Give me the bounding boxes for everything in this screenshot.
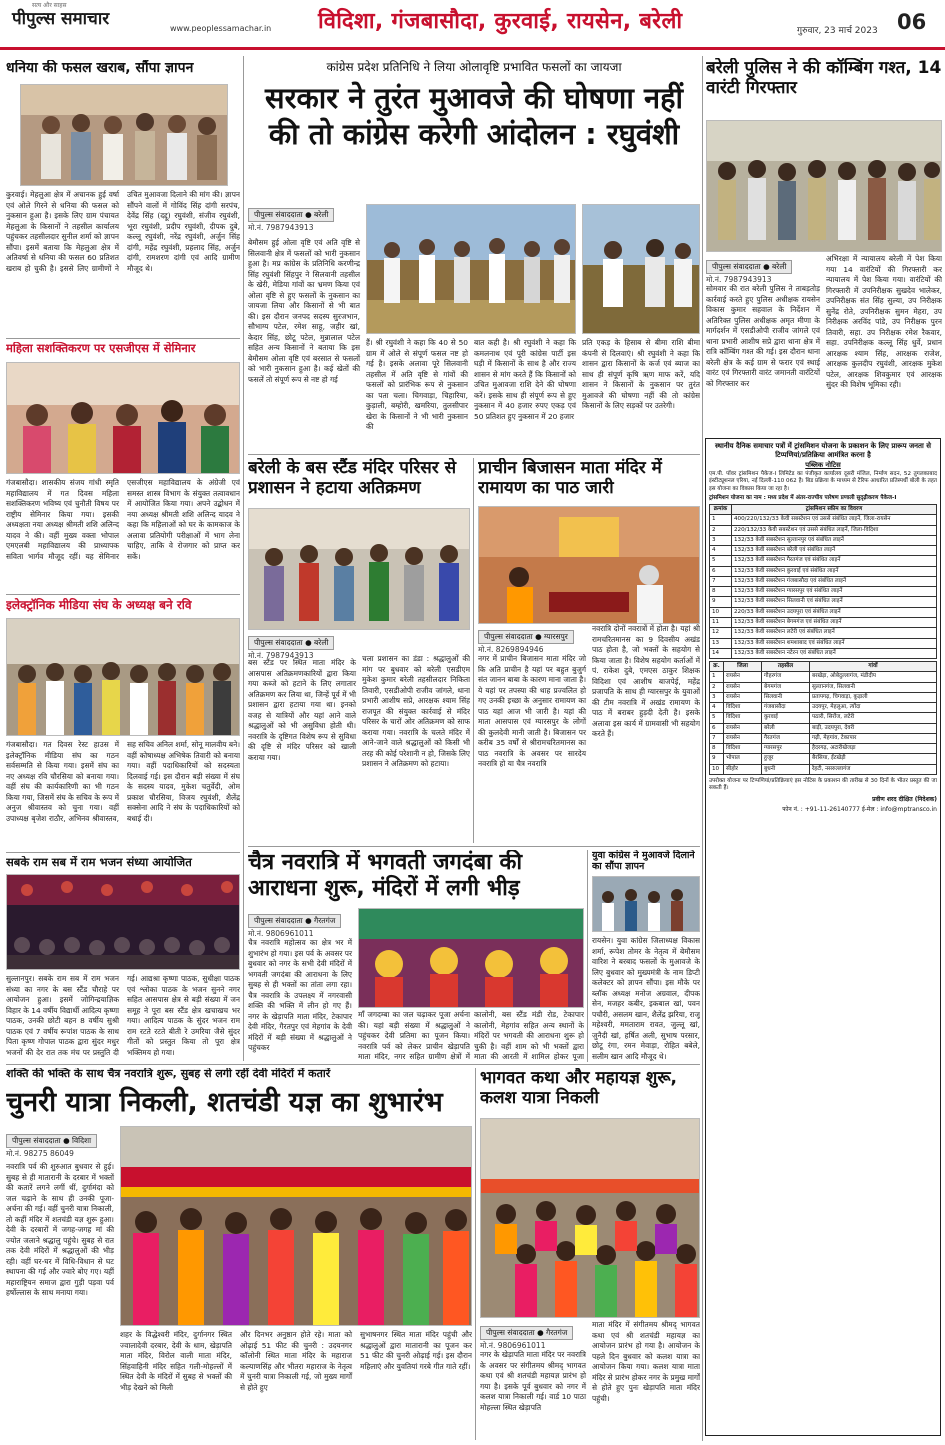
district-cell: सीहोर	[724, 764, 762, 774]
table-row	[710, 703, 937, 713]
villages-cell: बैरसिया, ईंटखेड़ी	[810, 754, 937, 764]
headline: भागवत कथा और महायज्ञ शुरू, कलश यात्रा निकली	[480, 1068, 677, 1109]
story-mahila-seminar	[6, 342, 240, 592]
notice-title: पब्लिक नोटिस	[805, 461, 841, 470]
chunari-text-2: शहर के विद्धेश्वरी मंदिर, दुर्गानगर स्थित ज्वालादेवी दरबार, देवी के धाम, खेड़ापति माता मंदिर, विरोल वाली माता मंदिर, सिंहवाहिनी मंदिर सहित गली-मोहल्लों में स्थित देवी के मंदिरों में सुबह से भक्तों की भीड़ देखने को मिली	[120, 1330, 232, 1392]
row-number: 8	[710, 744, 724, 754]
story-congress-muawza	[248, 58, 700, 452]
signatory: प्रवीण शरद दीक्षित (निदेशक)	[872, 795, 937, 803]
scheme-description: 132/33 केवी सबस्टेशन गैरतगंज एवं संबंधित लाइनें	[732, 556, 937, 566]
scheme-description: 132/33 केवी सबस्टेशन गंजबासौदा एवं संबंधित लाइनें	[732, 576, 937, 586]
district-cell: विदिशा	[724, 713, 762, 723]
story-dhaniya	[6, 60, 240, 336]
table-row	[710, 607, 937, 617]
villages-cell: रेहटी, नसरुल्लागंज	[810, 764, 937, 774]
scheme-description: 132/33 केवी सबस्टेशन कुरवाई एवं संबंधित लाइनें	[732, 566, 937, 576]
dhaniya-text-2: लिए ग्रामीणों ने उचित मुआवजा दिलाने की मांग की। ज्ञापन सौंपने वालों में गोविंद सिंह दांगी सरपंच, देवेंद्र सिंह (दद्दू) रघुवंशी, संजीव रघुवंशी, भूरा रघुवंशी, प्रदीप रघुवंशी, दीपक दुबे, कल्लू रघुवंशी, नरेंद्र रघुवंशी, अर्जुन सिंह दांगी, महेंद्र रघुवंशी, प्रहलाद सिंह, अर्जुन दांगी, रामशरण दांगी एवं आदि ग्रामीण मौजूद थे।	[77, 190, 240, 273]
row-number: 12	[710, 628, 732, 638]
scheme-description: 132/33 केवी सबस्टेशन बरेली एवं संबंधित लाइनें	[732, 546, 937, 556]
scheme-description: 132/33 केवी सबस्टेशन शमशाबाद एवं संबंधित लाइनें	[732, 638, 937, 648]
row-number: 5	[710, 713, 724, 723]
table-header: गांवों	[810, 662, 937, 672]
encroachment-photo	[248, 508, 470, 630]
byline: पीपुल्स संवाददाता ● गैरतगंज	[248, 914, 341, 928]
bus-stand-text-1: बस स्टैंड पर स्थित माता मंदिर के आसपास अतिक्रमणकारियों द्वारा किया गया कब्जे को हटाने के लिए लगातार अतिक्रमण कर लिया था, जिन्हें पूर्व में भी प्रशासन द्वारा हटाया गया था। इनको वजह से यात्रियों और यहां आने वाले श्रद्धालुओं को भी असुविधा होती थी। नवरात्रि के दृष्टिगत विशेष रूप से सुविधा की दृष्टि से मंदिर परिसर को खाली कराया गया।	[248, 658, 356, 762]
tehsil-cell: गौहरगंज	[762, 672, 810, 682]
field-photo-image	[583, 205, 700, 334]
byline: पीपुल्स संवाददाता ● गैरतगंज	[480, 1326, 573, 1340]
kicker: शक्ति की भक्ति के साथ चैत्र नवरात्रि शुरू, सुबह से लगी रहीं देवी मंदिरों में कतारें	[6, 1068, 331, 1080]
row-number: 7	[710, 576, 732, 586]
table-row	[710, 576, 937, 586]
story-navratri-aradhana	[248, 850, 584, 1062]
media-sangh-photo	[6, 618, 240, 736]
scheme-description: 220/132/33 केवी सबस्टेशन एवं उससे संबंधित लाइनें, जिला-विदिशा	[732, 525, 937, 535]
table-header: क्रमांक	[710, 505, 732, 515]
headline: बरेली पुलिस ने की कॉम्बिंग गश्त, 14 वारंटी गिरफ्तार	[706, 58, 942, 99]
table-row	[710, 546, 937, 556]
mobile-number: मो.नं. 7987943913	[248, 651, 314, 660]
kicker: कांग्रेस प्रदेश प्रतिनिधि ने लिया ओलावृष्टि प्रभावित फसलों का जायजा	[326, 60, 622, 74]
electronic-text-1: गंजबासौदा। गत दिवस रेस्ट हाउस में इलेक्ट्रॉनिक मीडिया संघ का गठन सर्वसम्मति से किया गया। इसमें संघ का नए अध्यक्ष रवि चौरसिया को बनाया गया। वहीं संघ की कार्यकारिणी का भी गठन किया गया, जिसमें संघ के सचिव के रूप में अनुज श्रीवास्तव को चुना गया। वहीं उपाध्यक्ष	[6, 740, 119, 823]
congress-text-3: बात कही है। श्री रघुवंशी ने कहा कि कमलनाथ एवं पूरी कांग्रेस पार्टी इस घड़ी में किसानों के साथ है और राज्य शासन से मांग करते हैं कि किसानों को उचित मुआवजा राशि देने की घोषणा करें। इसके साथ ही संपूर्ण रूप से हुए नुकसान में 40 हजार रुपए एकड़ एवं 50 प्रतिशत हुए नुकसान में 20 हजार	[474, 338, 576, 421]
villages-cell: पठारी, सिरोंज, लटेरी	[810, 713, 937, 723]
bhajan-text-2: पर प्रस्तुति दी गई। आद्यश्रा कृष्णा पाठक, सुधीक्षा पाठक एवं श्लोका पाठक के भजन सुनने नगर सहित आसपास क्षेत्र से बड़ी संख्या में जन समूह ने पूरा बस स्टैंड क्षेत्र खचाखच भर गया। आदित्य पाठक के सुंदर भजन राम राम रटते रटते बीती रे उमरिया जैसे सुंदर गीतों को प्रस्तुत किया तो पूरा क्षेत्र भक्तिमय हो गया।	[82, 974, 240, 1057]
table-row	[710, 764, 937, 774]
district-cell: विदिशा	[724, 744, 762, 754]
district-cell: भोपाल	[724, 754, 762, 764]
villages-cell: बाड़ी, उदयपुरा, देवरी	[810, 723, 937, 733]
bijasan-text-1: नगर में प्राचीन बिजासन माता मंदिर जो कि अति प्राचीन है यहां पर बहुत बुजुर्ग संत जानन बाबा के कारण माना जाता है। ये यहां पर तपस्या की थाह प्रज्वलित हो गए उनकी इच्छा के अनुसार रामायण का पाठ यहां आज भी जारी है। यहां की माता आसपास एवं ग्यारसपुर के लोगों की कुलदेवी मानी जाती है। बिजासन पर करीब 35 वर्षों से श्रीरामचरितमानस का पाठ नवरात्रि के अवसर पर सारदेय नवरात्रि हो या चैत्र नवरात्रि	[478, 654, 586, 769]
scheme-description: 400/220/132/33 केवी सबस्टेशन एवं उससे संबंधित लाइनें, जिला-रायसेन	[732, 515, 937, 525]
headline: इलेक्ट्रॉनिक मीडिया संघ के अध्यक्ष बने रवि	[6, 598, 192, 612]
contact-info: फोन नं. : +91-11-26140777 ई-मेल : info@mptransco.in	[782, 806, 937, 814]
table-row	[710, 692, 937, 702]
table-header: तहसील	[762, 662, 810, 672]
table-row	[710, 618, 937, 628]
story-ram-bhajan	[6, 856, 240, 1060]
media-sangh-photo-image	[7, 619, 240, 736]
headline: युवा कांग्रेस ने मुआवजे दिलाने का सौंपा ज्ञापन	[592, 850, 695, 873]
tehsil-cell: कुरवाई	[762, 713, 810, 723]
bhagwat-text-1: नगर के खेड़ापति माता मंदिर पर नवरात्रि के अवसर पर संगीतमय श्रीमद् भागवत कथा एवं श्री शतचंडी महायज्ञ प्रारंभ हो गया है। इसके पूर्व बुधवार को नगर में कलश यात्रा निकाली गई। वार्ड 10 पाठा मोहल्ला स्थित खेड़ापति	[480, 1350, 586, 1412]
byline: पीपुल्स संवाददाता ● बरेली	[706, 260, 792, 274]
congress-text-2: हैं। श्री रघुवंशी ने कहा कि 40 से 50 ग्राम में ओले से संपूर्ण फसल नष्ट हो गई है। इसके अलावा पूरे सिलवानी तहसील में अति वृष्टि से गांवों की फसलों को प्रारंभिक रूप से नुकसान का पता चला। चिगवाड़ा, चिहारिया, कुड़ाली, बम्होरी, खमरिया, तुलसीपार खेरा के किसानों ने भी भारी नुकसान की	[366, 338, 468, 432]
headline: चैत्र नवरात्रि में भगवती जगदंबा की आराधना शुरू, मंदिरों में लगी भीड़	[248, 850, 523, 901]
row-number: 7	[710, 733, 724, 743]
navratri-text-2: माँ जगदम्बा का जल चढ़ाकर पूजा अर्चना की। यहां बड़ी संख्या में श्रद्धालुओं ने पहुंचकर देवी प्रतिमा का पूजन किया। नवरात्रि पर्व को लेकर प्राचीन खेड़ापति माता मंदिर, नगर सहित ग्रामीण क्षेत्रों में	[358, 1010, 470, 1062]
dhaniya-text-1: कुरवाई। मेहलुआ क्षेत्र में अचानक हुई वर्षा एवं ओले गिरने से धनिया की फसल को नुकसान हुआ है। इसके लिए ग्राम पंचायत मेहलुआ के किसानों ने तहसील कार्यालय पहुंचकर तहसीलदार सुनील शर्मा को ज्ञापन सौंपा। इसमें बताया कि मेहलुआ क्षेत्र में अतिवर्षा से धनिया की फसल 60 प्रतिशत खराब हो चुकी है। इससे	[6, 190, 119, 273]
region-title: विदिशा, गंजबासौदा, कुरवाई, रायसेन, बरेली	[318, 9, 683, 34]
headline: चुनरी यात्रा निकली, शतचंडी यज्ञ का शुभारंभ	[6, 1086, 443, 1118]
seminar-photo-image	[7, 363, 240, 474]
row-number: 5	[710, 556, 732, 566]
table-row	[710, 713, 937, 723]
district-cell: रायसेन	[724, 672, 762, 682]
row-number: 1	[710, 515, 732, 525]
table-row	[710, 628, 937, 638]
chunari-yatra-photo	[120, 1126, 472, 1326]
chunari-text-4: सुभाषनगर स्थित माता मंदिर पहुंची और श्रद्धालुओं द्वारा मातारानी का पूजन कर 51 फीट की चुनरी ओढ़ाई गई। इस दौरान महिलाएं और युवतियां गरबे गीत गाते रहीं।	[360, 1330, 472, 1371]
table-row	[710, 525, 937, 535]
ramayan-photo-image	[479, 507, 700, 624]
story-bus-stand-encroachment	[248, 458, 470, 843]
row-number: 10	[710, 764, 724, 774]
mobile-number: मो.नं. 7987943913	[248, 223, 314, 232]
headline: धनिया की फसल खराब, सौंपा ज्ञापन	[6, 60, 194, 76]
page-number: 06	[897, 10, 927, 34]
tehsil-cell: ग्यारसपुर	[762, 744, 810, 754]
police-arrest-photo	[706, 120, 942, 252]
tagline: सत्य और साहस	[32, 2, 67, 9]
tehsil-cell: गंजबासौदा	[762, 703, 810, 713]
district-cell: रायसेन	[724, 692, 762, 702]
story-police-combing	[706, 58, 942, 434]
table-row	[710, 682, 937, 692]
mahila-text-2: सेमिनार एसजीएस महाविद्यालय के अंग्रेजी एवं समस्त शास्त्र विभाग के संयुक्त तत्वावधान में आयोजित किया गया। अपने उद्बोधन में नया अध्यक्ष श्रीमती शशि अलिन्द यादव ने कहा कि महिलाओं को घर के कामकाज के अलावा प्रतियोगी परीक्षाओं में भाग लेना चाहिए, ताकि वे रोजगार को प्राप्त कर सकें।	[98, 478, 240, 561]
table-row	[710, 515, 937, 525]
byline: पीपुल्स संवाददाता ● विदिशा	[6, 1134, 97, 1148]
congress-text-4: प्रति एकड़ के हिसाब से बीमा राशि बीमा कंपनी से दिलवाएं। श्री रघुवंशी ने कहा कि शासन द्वारा किसानों के कर्ज एवं ब्याज का साथ ही संपूर्ण कृषि ऋण माफ करें, यदि शासन ने किसानों के नुकसान पर तुरंत मुआवजे की घोषणा नहीं की तो कांग्रेस किसानों के लिए सड़कों पर उतरेगी।	[582, 338, 700, 411]
row-number: 11	[710, 618, 732, 628]
chunari-text-1: नवरात्रि पर्व की शुरुआत बुधवार से हुई। सुबह से ही मातारानी के दरबार में भक्तों की कतारें लगने लगीं थीं, दुर्गामंदा को जल चढ़ाने के साथ ही उनकी पूजा-अर्चना की गई। वहीं चुनरी यात्रा निकाली, तो कहीं मंदिर में शतचंडी यज्ञ शुरू हुआ। देवी के दरबारों में जगह-जगह मां की ज्योत जलाने श्रद्धालु पहुंचे। सुबह से रात तक देवी मंदिरों में श्रद्धालुओं की भीड़ रही। वहीं घर-घर में विधि-विधान से घट स्थापना की गई और ज्वारे बोए गए। यहीं महाराष्ट्रियन समाज द्वारा गुड़ी पड़वा पर्व हर्षोल्लास के साथ मनाया गया।	[6, 1162, 114, 1298]
table-row	[710, 638, 937, 648]
farmers-memo-photo	[20, 84, 228, 186]
row-number: 2	[710, 525, 732, 535]
scheme-description: 132/33 केवी सबस्टेशन सिलवानी एवं संबंधित लाइनें	[732, 597, 937, 607]
newspaper-logo[interactable]: पीपुल्स समाचार	[12, 9, 110, 29]
mata-darbar-photo	[358, 908, 584, 1008]
yuva-congress-photo	[592, 876, 700, 932]
ramayan-path-photo	[478, 506, 700, 624]
seminar-photo	[6, 362, 240, 474]
story-chunari-yatra	[6, 1068, 472, 1442]
district-cell: रायसेन	[724, 733, 762, 743]
masthead	[0, 0, 945, 50]
headline: बरेली के बस स्टैंड मंदिर परिसर से प्रशासन ने हटाया अतिक्रमण	[248, 458, 457, 499]
table-header: क्र.	[710, 662, 724, 672]
table-row	[710, 597, 937, 607]
navratri-text-1: चैत्र नवरात्रि महोत्सव का क्षेत्र भर में शुभारंभ हो गया। इस पर्व के अवसर पर बुधवार को नगर के सभी देवी मंदिरों में भगवती जगदंबा की आराधना के लिए सुबह से ही भक्तों का तांता लगा रहा। चैत्र नवरात्रि के उपलक्ष्य में नगरवासी शक्ति की भक्ति में लीन हो गए हैं। नगर के खेड़ापति माता मंदिर, टेकापार देवी मंदिर, गैरतपुर एवं मेहगांव के देवी मंदिरों में बड़ी संख्या में श्रद्धालुओं ने पहुंचकर	[248, 938, 352, 1053]
public-notice-tender	[705, 438, 941, 1436]
mobile-number: मो.नं. 9806961011	[480, 1341, 546, 1350]
row-number: 9	[710, 754, 724, 764]
story-yuva-congress	[592, 850, 700, 1062]
district-cell: रायसेन	[724, 723, 762, 733]
table-row	[710, 754, 937, 764]
tehsil-cell: गैरतगंज	[762, 733, 810, 743]
villages-cell: गढ़ी, मेहगांव, टेकापार	[810, 733, 937, 743]
table-row	[710, 556, 937, 566]
row-number: 6	[710, 723, 724, 733]
villages-cell: उदयपुर, मेहलुआ, त्योंदा	[810, 703, 937, 713]
yuva-congress-image	[593, 877, 700, 932]
scheme-description: 132/33 केवी सबस्टेशन सुल्तानपुर एवं संबंधित लाइनें	[732, 535, 937, 545]
table-row	[710, 733, 937, 743]
notice-paragraph: एम.पी. पॉवर ट्रांसमिशन पैकेज-I लिमिटेड का पंजीकृत कार्यालय दूसरी मंजिल, निर्माण सदन, 52 तुगलकाबाद इंस्टीट्यूशनल एरिया, नई दिल्ली-110 062 है। बिड प्रक्रिया के माध्यम से टैरिफ आधारित प्रतिस्पर्धी बोली के तहत इस योजना का विकास किया जा रहा है।	[709, 471, 937, 492]
scheme-description: 220/33 केवी सबस्टेशन उदयपुरा एवं संबंधित लाइनें	[732, 607, 937, 617]
chunari-photo-image	[121, 1127, 472, 1326]
tehsil-cell: बेगमगंज	[762, 682, 810, 692]
headline: सबके राम सब में राम भजन संध्या आयोजित	[6, 856, 192, 869]
village-table	[709, 661, 937, 775]
kalash-yatra-photo	[480, 1118, 700, 1318]
villages-cell: सुल्तानगंज, सिलवानी	[810, 682, 937, 692]
table-row	[710, 535, 937, 545]
table-row	[710, 648, 937, 658]
scheme-description: 132/33 केवी सबस्टेशन लटेरी एवं संबंधित लाइनें	[732, 628, 937, 638]
scheme-title: ट्रांसमिशन योजना का नाम : मध्य प्रदेश में अंतर-राज्यीय पारेषण प्रणाली सुदृढ़ीकरण पैकेज-I	[709, 494, 897, 501]
table-row	[710, 587, 937, 597]
tehsil-cell: बरेली	[762, 723, 810, 733]
row-number: 6	[710, 566, 732, 576]
bhagwat-text-2: माता मंदिर में संगीतमय श्रीमद् भागवत कथा एवं श्री शतचंडी महायज्ञ का आयोजन प्रारंभ हो गया है। आयोजन के पहले दिन बुधवार को कलश यात्रा का आयोजन किया गया। कलश यात्रा माता मंदिर से प्रारंभ होकर नगर के प्रमुख मार्गों से होते हुए पुनः खेड़ापति माता मंदिर पहुंची।	[592, 1320, 700, 1403]
mobile-number: मो.नं. 8269894946	[478, 645, 544, 654]
bhajan-text-1: सुल्तानपुर। सबके राम सब में राम भजन संध्या का नगर के बस स्टैंड चौराहे पर आयोजन हुआ। इसमें जोगिन्द्रयाज्ञिक विहार के 14 वर्षीय विद्यार्थी आदित्य कृष्णा पाठक, उनकी छोटी बहन 8 वर्षीय सुश्री पाठक एवं 7 वर्षीय रूपांश पाठक के साथ पिता कृष्ण गोपाल पाठक द्वारा सुंदर मधुर भजनों की देर रात तक मंच	[6, 974, 120, 1057]
row-number: 4	[710, 546, 732, 556]
table-header: ट्रांसमिशन स्कीम का विवरण	[732, 505, 937, 515]
bhajan-photo-image	[7, 875, 240, 970]
story-bijasan-mata	[478, 458, 700, 843]
row-number: 10	[710, 607, 732, 617]
police-text-1: सोमवार की रात बरेली पुलिस ने ताबड़तोड़ कार्रवाई करते हुए पुलिस अधीक्षक रायसेन विकास कुमार सहवाल के निर्देशन में अतिरिक्त पुलिस अधीक्षक अमृत मीणा के मार्गदर्शन में एसडीओपी राजीव जांगले एवं थाना प्रभारी आशीष सप्रे द्वारा थाना क्षेत्र में रात्रि कॉम्बिंग गश्त की गई। इस दौरान थाना बरेली क्षेत्र के कई ग्राम से फरार एवं स्थाई वारंट एवं गिरफ्तारी वारंट जमानती वारंटियों को गिरफ्तार कर	[706, 284, 820, 388]
mata-darbar-image	[359, 909, 584, 1008]
issue-date: गुरुवार, 23 मार्च 2023	[797, 26, 878, 36]
website-url[interactable]: www.peoplessamachar.in	[170, 24, 272, 33]
chunari-text-3: और दिनभर अनुष्ठान होते रहे। माता को ओढ़ाई 51 फीट की चुनरी : उदयनगर कॉलोनी स्थित माता मंदिर के महाराज कल्याणसिंह और भीतरा महाराज के नेतृत्व में चुनरी यात्रा निकाली गई, जो मुख्य मार्गों से होते हुए	[240, 1330, 352, 1392]
police-text-2: अभिरक्षा में न्यायालय बरेली में पेश किया गया 14 वारंटियों की गिरफ्तारी कर न्यायालय में पेश किया गया। वारंटियों की गिरफ्तारी में उपनिरीक्षक सुखदेव भालेकर, उपनिरीक्षक संत सिंह सुल्या, उप निरीक्षक सुनेंद्र रोते, उपनिरीक्षक सुमन मेहरा, उप निरीक्षक अरविंद पांडे, उप निरीक्षक पुरन तिवारी, सहा. उप निरीक्षक रमेश रैकवार, सहा. उपनिरीक्षक कल्लू सिंह धुर्वे, प्रधान आरक्षक श्याम सिंह, आरक्षक राजेश, आरक्षक कुलदीप रघुवंशी, आरक्षक मुकेश पटेल, आरक्षक शिवकुमार एवं आरक्षक सुंदर की विशेष भूमिका रही।	[826, 254, 942, 390]
byline: पीपुल्स संवाददाता ● बरेली	[248, 208, 334, 222]
story-bhagwat-katha	[480, 1068, 700, 1442]
row-number: 8	[710, 587, 732, 597]
congress-text-1: बेमौसम हुई ओला वृष्टि एवं अति वृष्टि से सिलवानी क्षेत्र में फसलों को भारी नुकसान हुआ है। मप्र कांग्रेस के प्रतिनिधि करणीन्द्र सिंह रघुवंशी सिंहपुर ने सिलवानी तहसील के खेरी, मेडिया गांवों का भ्रमण किया एवं ओला वृष्टि से हुए फसलों के नुकसान का जायजा लिया और किसानों से भी बात की। इस दौरान जनपद सदस्य सुरजभान, सौभाग्य पटेल, रमेश साहू, जहीर खां, केदार सिंह, छोटू पटेल, मुन्नालाल पटेल सहित अन्य किसानों ने बताया कि इस बेमौसम ओला वृष्टि एवं बरसात से फसलों को भारी नुकसान हुआ है। कई खेतों की फसलें तो संपूर्ण रूप से नष्ट हो गई	[248, 238, 360, 384]
district-cell: रायसेन	[724, 682, 762, 692]
table-row	[710, 744, 937, 754]
headline: सरकार ने तुरंत मुआवजे की घोषणा नहीं की तो कांग्रेस करेगी आंदोलन : रघुवंशी	[264, 81, 683, 152]
kalash-photo-image	[481, 1119, 700, 1318]
row-number: 1	[710, 672, 724, 682]
notice-footer: उपरोक्त योजना पर टिप्पणियां/प्रतिक्रियाएं इस नोटिस के प्रकाशन की तारीख से 30 दिनों के भीतर प्रस्तुत की जा सकती हैं।	[709, 777, 937, 792]
row-number: 2	[710, 682, 724, 692]
table-row	[710, 723, 937, 733]
villages-cell: बरखेड़ा, ओबेदुल्लागंज, मंडीदीप	[810, 672, 937, 682]
tehsil-cell: हुजूर	[762, 754, 810, 764]
crop-inspection-photo	[366, 204, 576, 334]
crop-photo-image	[367, 205, 576, 334]
table-row	[710, 672, 937, 682]
bus-stand-text-2: चला प्रशासन का डंडा : श्रद्धालुओं की मांग पर बुधवार को बरेली एसडीएम मुकेश कुमार बरेली तहसीलदार निकिता तिवारी, एसडीओपी राजीव जांगले, थाना प्रभारी आशीष सप्रे, आरक्षक श्याम सिंह राजपूत की संयुक्त कार्रवाई से मंदिर परिसर के चारों ओर अतिक्रमण को साफ कराया गया। नवरात्रि के चलते मंदिर में आने-जाने वाले श्रद्धालुओं को किसी भी तरह की कोई परेशानी न हो, जिसके लिए प्रशासन ने अतिक्रमण को हटाया।	[362, 654, 470, 769]
row-number: 9	[710, 597, 732, 607]
mahila-text-1: गंजबासौदा। शासकीय संजय गांधी स्मृति महाविद्यालय में गत दिवस महिला सशक्तिकरण भविष्य एवं चुनौती विषय पर राष्ट्रीय सेमिनार किया गया। इसकी अध्यक्षता नया अध्यक्ष श्रीमती शशि अलिन्द यादव ने की। वहीं मुख्य वक्ता भोपाल एमएलबी महाविद्यालय की प्राध्यापक सविता भार्गव मौजूद रहीं। यह	[6, 478, 119, 561]
scheme-description: 132/33 केवी सबस्टेशन नटेरन एवं संबंधित लाइनें	[732, 648, 937, 658]
yuva-text: रायसेन। युवा कांग्रेस जिलाध्यक्ष विकास शर्मा, रूपेश तोमर के नेतृत्व में बेमौसम वारिश ने बरबाद फसलों के मुआवजे के लिए बुधवार को मुख्यमंत्री के नाम डिप्टी कलेक्टर को ज्ञापन सौंपा। इस मौके पर ब्लॉक अध्यक्ष मनोज अग्रवाल, दीपक सेन, मजहर कबीर, इकबाल खां, पवन पचौरी, असलम खान, शैलेंद्र झरिया, राजू महेश्वरी, ममताराम रावत, जुल्लू खां, जुनैदी खां, हर्षित अली, सुभाष परसार, छोटू रंगा, रमन मेवाड़ा, रोहित बबेले, सलीम खान आदि मौजूद थे।	[592, 936, 700, 1061]
farmers-photo-image	[21, 85, 228, 186]
row-number: 3	[710, 692, 724, 702]
scheme-description: 132/33 केवी सबस्टेशन ग्यारसपुर एवं संबंधित लाइनें	[732, 587, 937, 597]
byline: पीपुल्स संवाददाता ● ग्यारसपुर	[478, 630, 574, 644]
mobile-number: मो.नं. 98275 86049	[6, 1149, 74, 1158]
navratri-text-3: कालोनी, बस स्टैंड मंडी रोड, टेकापार कालोनी, मेहगांव सहित अन्य स्थानों के मंदिरों पर भगवती की आराधना शुरू हो चुकी है। वहीं शाम को भी भक्तों द्वारा माता की आरती में शामिल होकर पूजा	[474, 1010, 584, 1062]
farmers-field-photo	[582, 204, 700, 334]
encroachment-photo-image	[249, 509, 470, 630]
scheme-description: 132/33 केवी सबस्टेशन बेगमगंज एवं संबंधित लाइनें	[732, 618, 937, 628]
byline: पीपुल्स संवाददाता ● बरेली	[248, 636, 334, 650]
district-cell: विदिशा	[724, 703, 762, 713]
tehsil-cell: सिलवानी	[762, 692, 810, 702]
notice-intro: स्थानीय दैनिक समाचार पत्रों में ट्रांसमिशन योजना के प्रकाशन के लिए प्रारूप जनता से टिप्पणियां/प्रतिक्रिया आमंत्रित करना है	[714, 442, 932, 460]
row-number: 13	[710, 638, 732, 648]
table-row	[710, 566, 937, 576]
electronic-text-2: बृजेश राठौर, अभिनव श्रीवास्तव, सह सचिव अनिल शर्मा, सोनू मालवीय बने। वहीं कोषाध्यक्ष अभिषेक तिवारी को बनाया गया। वहीं पदाधिकारियों को सदस्यता दिलवाई गई। इस दौरान बड़ी संख्या में संघ के सदस्य यादव, मुकेश चतुर्वेदी, ओम प्रकाश चौरसिया, विजय रघुवंशी, शैलेंद्र सक्सेना आदि ने संघ के पदाधिकारियों को बधाई दी।	[31, 740, 240, 823]
story-electronic-media	[6, 598, 240, 850]
headline: महिला सशक्तिकरण पर एसजीएस में सेमिनार	[6, 342, 196, 355]
tehsil-cell: बुधनी	[762, 764, 810, 774]
police-photo-image	[707, 121, 942, 252]
bhajan-sandhya-photo	[6, 874, 240, 970]
row-number: 3	[710, 535, 732, 545]
mobile-number: मो.नं. 7987943913	[706, 275, 772, 284]
scheme-table	[709, 504, 937, 659]
villages-cell: हैदरगढ़, अटारीखेजड़ा	[810, 744, 937, 754]
bijasan-text-2: नवरात्रि दोनों नवरात्रों में होता है। यहां श्री रामचरितमानस का 9 दिवसीय अखंड पाठ होता है, जो भक्तों के सहयोग से किया जाता है। विशेष सहयोग कर्ताओं में पं. राकेश दुबे, एमएस ठाकुर शिक्षक विदिशा एवं आशीष बाजपेई, महेंद्र प्रजापति के साथ ही ग्यारसपुर के युवाओं की टीम नवरात्रि में अखंड रामायण के पाठ में बराबर हुड़दी देती है। इसके अलावा इस कार्य में ग्रामवासी भी सहयोग करते हैं।	[592, 624, 700, 739]
row-number: 14	[710, 648, 732, 658]
row-number: 4	[710, 703, 724, 713]
mobile-number: मो.नं. 9806961011	[248, 929, 314, 938]
villages-cell: प्रतापगढ़, चिगवाड़ा, कुड़ाली	[810, 692, 937, 702]
headline: प्राचीन बिजासन माता मंदिर में रामायण का पाठ जारी	[478, 458, 662, 499]
table-header: जिला	[724, 662, 762, 672]
